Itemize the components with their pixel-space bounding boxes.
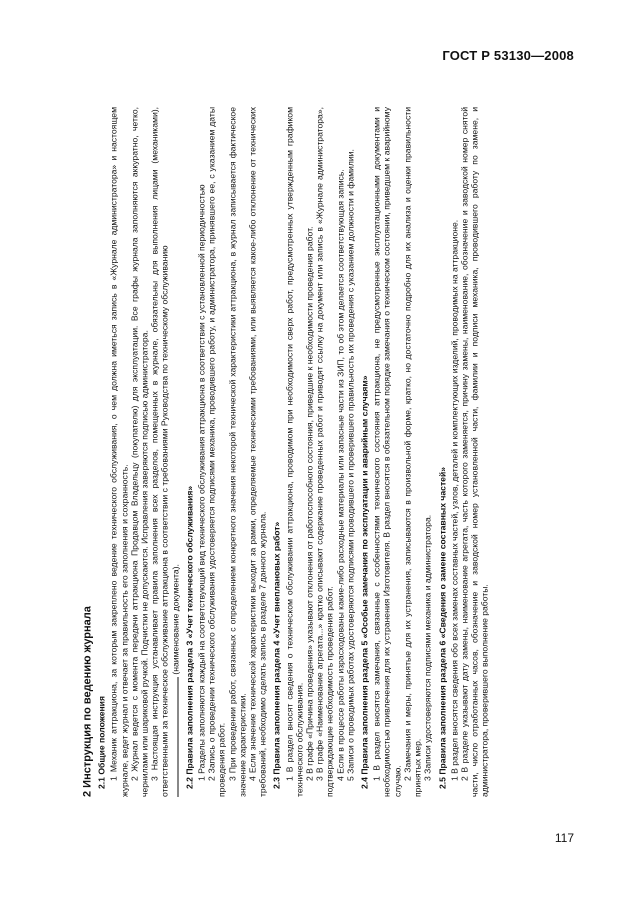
paragraph: 3 Настоящая инструкция устанавливает правила заполнения всех разделов, помещенных в журнале, обязательны для выполнения лицами (механиками), ответственными за техническое обслуживание аттракциона в соответствии с требованиями Руководства по техническому обслуживанию bbox=[149, 107, 170, 797]
paragraph: 3 Записи удостоверяются подписями механика и администратора. bbox=[422, 514, 433, 781]
paragraph: 2 Замечания и меры, принятые для их устранения, записываются в произвольной форме, кратко, но достаточно подробно для их анализа и оценки правильности принятых мер. bbox=[402, 107, 423, 797]
rotated-page-content bbox=[83, 107, 548, 797]
section-2-2-heading: 2.2 Правила заполнения раздела 3 «Учет технического обслуживания» bbox=[184, 485, 195, 789]
paragraph: 4 Если в процессе работы израсходованы какие-либо расходные материалы или запасные части из ЗИП, то об этом делается соответствующая запись. bbox=[335, 169, 346, 781]
paragraph: 1 В раздел вносятся сведения обо всех заменах составных частей, узлов, деталей и комплектующих изделий, проводимых на аттракционе. bbox=[449, 219, 460, 781]
paragraph: 1 Разделы заполняются каждый на соответствующий вид технического обслуживания аттракциона в соответствии с установленной периодичностью bbox=[196, 184, 207, 781]
section-2-1-heading: 2.1 Общие положения bbox=[96, 696, 107, 789]
blank-line bbox=[177, 677, 178, 797]
paragraph: 1 Механик аттракциона, за которым закреплено ведение технического обслуживания, о чем должна иметься запись в «Журнале администратора» и настоящем журнале, ведет журнал и отвечает за правильность его заполнения и сохранность. bbox=[108, 107, 130, 797]
paragraph: 2 Запись о проведении технического обслуживания удостоверяется подписями механика, проводившего работу, и администратора, принявшего ее, с указанием даты проведения работ. bbox=[206, 107, 227, 797]
section-2-3-heading: 2.3 Правила заполнения раздела 4 «Учет внеплановых работ» bbox=[271, 521, 282, 789]
paragraph: 3 При проведении работ, связанных с определением конкретного значения некоторой технической характеристики аттракциона, в журнал записывается фактическое значение характеристики. bbox=[227, 107, 248, 797]
page-title: 2 Инструкция по ведению журнала bbox=[81, 606, 94, 797]
document-name-caption: (наименование документа). bbox=[170, 564, 181, 675]
paragraph: 4 Если значение технической характеристики выходит за рамки, определяемые техническими требованиями, или выявляется какое-либо отклонение от технических требований, необходимо сделать запись в разделе 7 данного журнала. bbox=[247, 107, 268, 797]
document-header: ГОСТ Р 53130—2008 bbox=[442, 48, 574, 63]
paragraph bbox=[170, 107, 180, 797]
section-2-4-heading: 2.4 Правила заполнения раздела 5 «Особые замечания по эксплуатации и аварийным случаям» bbox=[359, 375, 370, 789]
paragraph: 5 Записи о проводимых работах удостоверяются подписями проводившего и проверившего правильность их проведения с указанием должности и фамилии. bbox=[345, 149, 356, 781]
paragraph: 3 В графе «Наименование агрегата...» кратко описывают содержание проведенных работ и приводят ссылку на документ или запись в «Журнале администратора», подтверждающие необходимость проведения работ. bbox=[314, 107, 335, 797]
paragraph: 1 В раздел вносят сведения о техническом обслуживании аттракциона, проводимом при необходимости сверх работ, предусмотренных утвержденным графиком технического обслуживания. bbox=[284, 107, 305, 797]
paragraph: 2 В графе «Причина проведения» указывают отклонения от работоспособного состояния, приведшие к необходимости проведения работ. bbox=[304, 226, 315, 781]
page-number: 117 bbox=[554, 831, 574, 845]
paragraph: 2 Журнал ведется с момента передачи аттракциона Продавцом Владельцу (покупателю) для эксплуатации. Все графы журнала заполняются аккуратно, четко, чернилами или шариковой ручкой. Подчистки не допускаются. Исправления заверяются подписью администратора. bbox=[129, 107, 150, 797]
paragraph: 1 В раздел вносятся замечания, связанные с особенностями технического состояния аттракциона, не предусмотренные эксплуатационными документами и необходимостью привлечения для их устранения Изготовителя. В раздел вносятся в обязательном порядке замечания о техническом состоянии, приведшем к аварийному случаю. bbox=[371, 107, 403, 797]
section-2-5-heading: 2.5 Правила заполнения раздела 6 «Сведения о замене составных частей» bbox=[437, 466, 447, 789]
paragraph: 2 В разделе указывают дату замены, наименование агрегата, часть которого заменяется, причину замены, наименование, обозначение и заводской номер снятой части, число отработанных часов, обозначение и заводской номер установленной части, фамилии и подписи механика, проводившего работу по замене, и администратора, проверившего выполнение работы. bbox=[459, 107, 490, 797]
